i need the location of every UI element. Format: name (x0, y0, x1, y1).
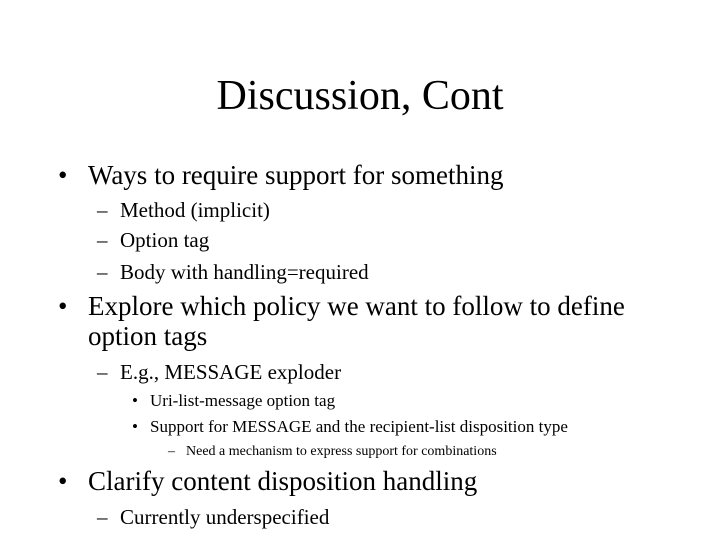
dash-marker: – (97, 505, 108, 529)
bullet-marker: • (132, 391, 138, 410)
dash-marker: – (97, 260, 108, 284)
bullet-marker: • (58, 160, 68, 190)
sub-bullet-text: E.g., MESSAGE exploder (120, 360, 342, 384)
bullet-text: Explore which policy we want to follow to define (88, 291, 625, 321)
dash-marker: – (97, 360, 108, 384)
sub-sub-bullet-text: Uri-list-message option tag (150, 391, 336, 410)
bullet-marker: • (58, 291, 68, 321)
sub-bullet-text: Body with handling=required (120, 260, 369, 284)
bullet-text: Ways to require support for something (88, 160, 504, 190)
sub-sub-bullet-text: Support for MESSAGE and the recipient-list disposition type (150, 417, 568, 436)
sub-bullet-text: Currently underspecified (120, 505, 330, 529)
bullet-marker: • (132, 417, 138, 436)
dash-marker: – (168, 444, 175, 459)
dash-marker: – (97, 228, 108, 252)
bullet-text-continuation: option tags (88, 321, 208, 351)
bullet-text: Clarify content disposition handling (88, 466, 478, 496)
dash-marker: – (97, 198, 108, 222)
sub-bullet-text: Method (implicit) (120, 198, 270, 222)
bullet-marker: • (58, 466, 68, 496)
level-4-bullet-text: Need a mechanism to express support for combinations (186, 444, 497, 459)
sub-bullet-text: Option tag (120, 228, 210, 252)
slide-title: Discussion, Cont (216, 73, 504, 119)
